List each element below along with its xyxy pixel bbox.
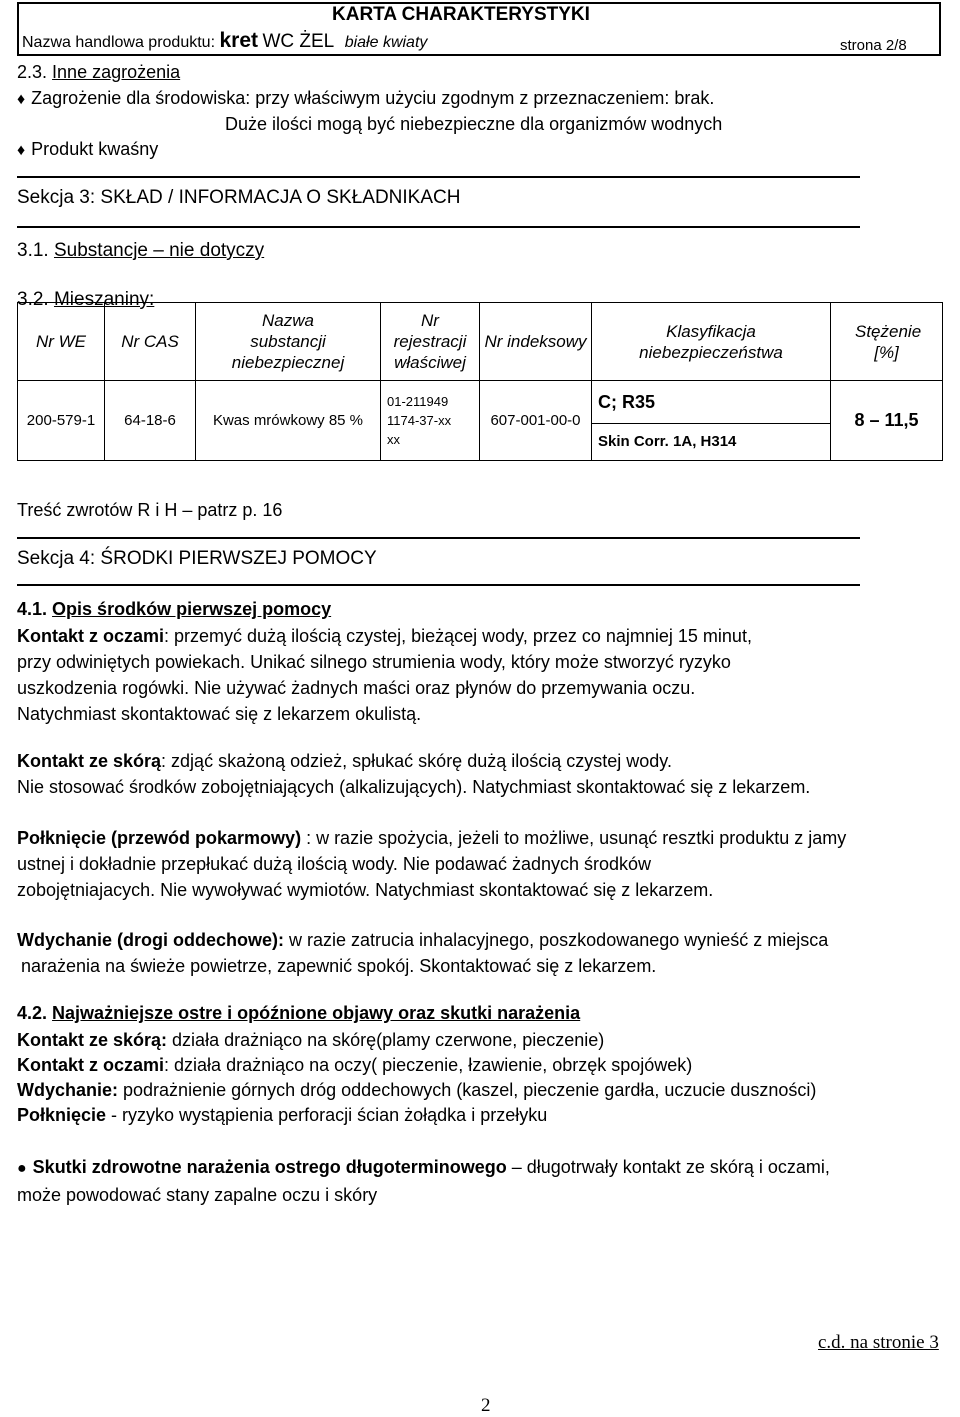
chronic-effects <box>17 1154 947 1208</box>
symptom-swallowing-label: Połknięcie <box>17 1105 107 1125</box>
product-line <box>22 29 427 53</box>
first-aid-swallowing-line <box>17 825 947 851</box>
first-aid-swallowing-text: : w razie spożycia, jeżeli to możliwe, usunąć resztki produktu z jamy <box>301 828 847 848</box>
header-nr-cas: Nr CAS <box>105 303 196 381</box>
cell-nr-cas: 64-18-6 <box>105 381 196 461</box>
subsection-4-1-text: Opis środków pierwszej pomocy <box>52 599 332 619</box>
product-name: WC ŻEL <box>262 31 335 52</box>
chronic-effects-label: Skutki zdrowotne narażenia ostrego długoterminowego <box>32 1157 507 1177</box>
symptom-inhalation <box>17 1078 947 1103</box>
symptom-eyes-text: : działa drażniąco na oczy( pieczenie, łzawienie, obrzęk spojówek) <box>164 1055 693 1075</box>
r-h-phrases-note: Treść zwrotów R i H – patrz p. 16 <box>17 500 283 520</box>
subsection-3-2-number: 3.2. <box>17 289 49 310</box>
first-aid-swallowing-line: zobojętniajacych. Nie wywoływać wymiotów. Natychmiast skontaktować się z lekarzem. <box>17 880 714 900</box>
classification-clp: Skin Corr. 1A, H314 <box>598 433 737 450</box>
symptoms-list <box>17 1028 947 1128</box>
first-aid-swallowing-line: ustnej i dokładnie przepłukać dużą ilością wody. Nie podawać żadnych środków <box>17 854 652 874</box>
subsection-3-1-number: 3.1. <box>17 240 49 261</box>
symptom-skin-text: działa drażniąco na skórę(plamy czerwone, pieczenie) <box>167 1030 605 1050</box>
section-2-3-title: Inne zagrożenia <box>52 62 181 82</box>
table-header-row <box>18 303 943 381</box>
cell-nr-we: 200-579-1 <box>18 381 105 461</box>
section-3-title: Sekcja 3: SKŁAD / INFORMACJA O SKŁADNIKACH <box>17 187 461 208</box>
first-aid-inhalation-label: Wdychanie (drogi oddechowe): <box>17 930 285 950</box>
continued-on-next-page: c.d. na stronie 3 <box>818 1332 939 1353</box>
header-index-number: Nr indeksowy <box>480 303 592 381</box>
subsection-3-2-text: Mieszaniny: <box>53 289 155 310</box>
cell-index-number: 607-001-00-0 <box>480 381 592 461</box>
hazard-bullet-acidic-text: Produkt kwaśny <box>31 139 159 159</box>
header-substance-name: Nazwa substancji niebezpiecznej <box>196 303 381 381</box>
cell-substance-name: Kwas mrówkowy 85 % <box>196 381 381 461</box>
first-aid-skin-label: Kontakt ze skórą <box>17 751 162 771</box>
first-aid-eyes-line: Natychmiast skontaktować się z lekarzem okulistą. <box>17 704 422 724</box>
table-row <box>18 381 943 461</box>
first-aid-eyes-text: : przemyć dużą ilością czystej, bieżącej wody, przez co najmniej 15 minut, <box>164 626 752 646</box>
subsection-4-2-number: 4.2. <box>17 1003 48 1023</box>
round-bullet-icon: ● <box>17 1160 27 1177</box>
hazard-bullet-environment-cont: Duże ilości mogą być niebezpieczne dla organizmów wodnych <box>225 114 723 134</box>
mixture-components-table <box>17 302 943 461</box>
first-aid-inhalation <box>17 927 947 979</box>
first-aid-eyes <box>17 623 947 727</box>
cell-registration-number: 01-2119491174-37-xxxx <box>381 381 480 461</box>
product-label: Nazwa handlowa produktu: <box>22 34 216 51</box>
first-aid-skin-line <box>17 748 947 774</box>
subsection-4-2-text: Najważniejsze ostre i opóźnione objawy oraz skutki narażenia <box>52 1003 581 1023</box>
subsection-4-2 <box>17 1003 580 1024</box>
cell-classification <box>592 381 831 461</box>
chronic-effects-line: może powodować stany zapalne oczu i skóry <box>17 1185 378 1205</box>
symptom-swallowing <box>17 1103 947 1128</box>
first-aid-swallowing-label: Połknięcie (przewód pokarmowy) <box>17 828 302 848</box>
section-2-3-heading <box>17 62 180 83</box>
first-aid-eyes-line: przy odwiniętych powiekach. Unikać silnego strumienia wody, który może stworzyć ryzyko <box>17 652 731 672</box>
header-concentration: Stężenie [%] <box>831 303 943 381</box>
first-aid-eyes-line <box>17 623 947 649</box>
first-aid-skin-text: : zdjąć skażoną odzież, spłukać skórę dużą ilością czystej wody. <box>161 751 672 771</box>
symptom-skin-label: Kontakt ze skórą: <box>17 1030 168 1050</box>
chronic-effects-text: – długotrwały kontakt ze skórą i oczami, <box>506 1157 830 1177</box>
symptom-eyes-label: Kontakt z oczami <box>17 1055 165 1075</box>
first-aid-swallowing <box>17 825 947 903</box>
subsection-4-1-number: 4.1. <box>17 599 48 619</box>
document-title: KARTA CHARAKTERYSTYKI <box>332 4 590 25</box>
hazard-bullet-environment-text: Zagrożenie dla środowiska: przy właściwym użyciu zgodnym z przeznaczeniem: brak. <box>31 88 715 108</box>
header-registration-number: Nr rejestracji właściwej <box>381 303 480 381</box>
first-aid-skin-line: Nie stosować środków zobojętniających (alkalizujących). Natychmiast skontaktować się z lekarzem. <box>17 777 811 797</box>
symptom-inhalation-label: Wdychanie: <box>17 1080 119 1100</box>
subsection-4-1 <box>17 599 331 620</box>
symptom-swallowing-text: - ryzyko wystąpienia perforacji ścian żołądka i przełyku <box>106 1105 548 1125</box>
hazard-bullet-environment <box>17 88 714 109</box>
subsection-3-1-text: Substancje – nie dotyczy <box>53 240 265 261</box>
symptom-inhalation-text: podrażnienie górnych dróg oddechowych (kaszel, pieczenie gardła, uczucie duszności) <box>118 1080 817 1100</box>
symptom-skin <box>17 1028 947 1053</box>
header-nr-we: Nr WE <box>18 303 105 381</box>
subsection-3-1 <box>17 240 264 262</box>
section-2-3-number: 2.3. <box>17 62 48 82</box>
symptom-eyes <box>17 1053 947 1078</box>
first-aid-skin <box>17 748 947 800</box>
divider-line <box>17 537 860 539</box>
header-classification: Klasyfikacja niebezpieczeństwa <box>592 303 831 381</box>
classification-dsd: C; R35 <box>592 381 830 424</box>
divider-line <box>17 176 860 178</box>
page-number: 2 <box>481 1395 491 1416</box>
first-aid-inhalation-line: narażenia na świeże powietrze, zapewnić spokój. Skontaktować się z lekarzem. <box>21 956 657 976</box>
diamond-bullet-icon: ♦ <box>17 142 26 159</box>
first-aid-inhalation-text: w razie zatrucia inhalacyjnego, poszkodowanego wynieść z miejsca <box>284 930 829 950</box>
section-4-title: Sekcja 4: ŚRODKI PIERWSZEJ POMOCY <box>17 548 377 569</box>
diamond-bullet-icon: ♦ <box>17 91 26 108</box>
page-indicator: strona 2/8 <box>840 37 907 54</box>
first-aid-eyes-label: Kontakt z oczami <box>17 626 165 646</box>
cell-concentration: 8 – 11,5 <box>831 381 943 461</box>
chronic-effects-line <box>17 1154 947 1182</box>
product-brand: kret <box>219 29 258 52</box>
first-aid-inhalation-line <box>17 927 947 953</box>
first-aid-eyes-line: uszkodzenia rogówki. Nie używać żadnych maści oraz płynów do przemywania oczu. <box>17 678 696 698</box>
divider-line <box>17 584 860 586</box>
hazard-bullet-acidic <box>17 139 158 160</box>
product-variant: białe kwiaty <box>344 34 428 51</box>
divider-line <box>17 226 860 228</box>
